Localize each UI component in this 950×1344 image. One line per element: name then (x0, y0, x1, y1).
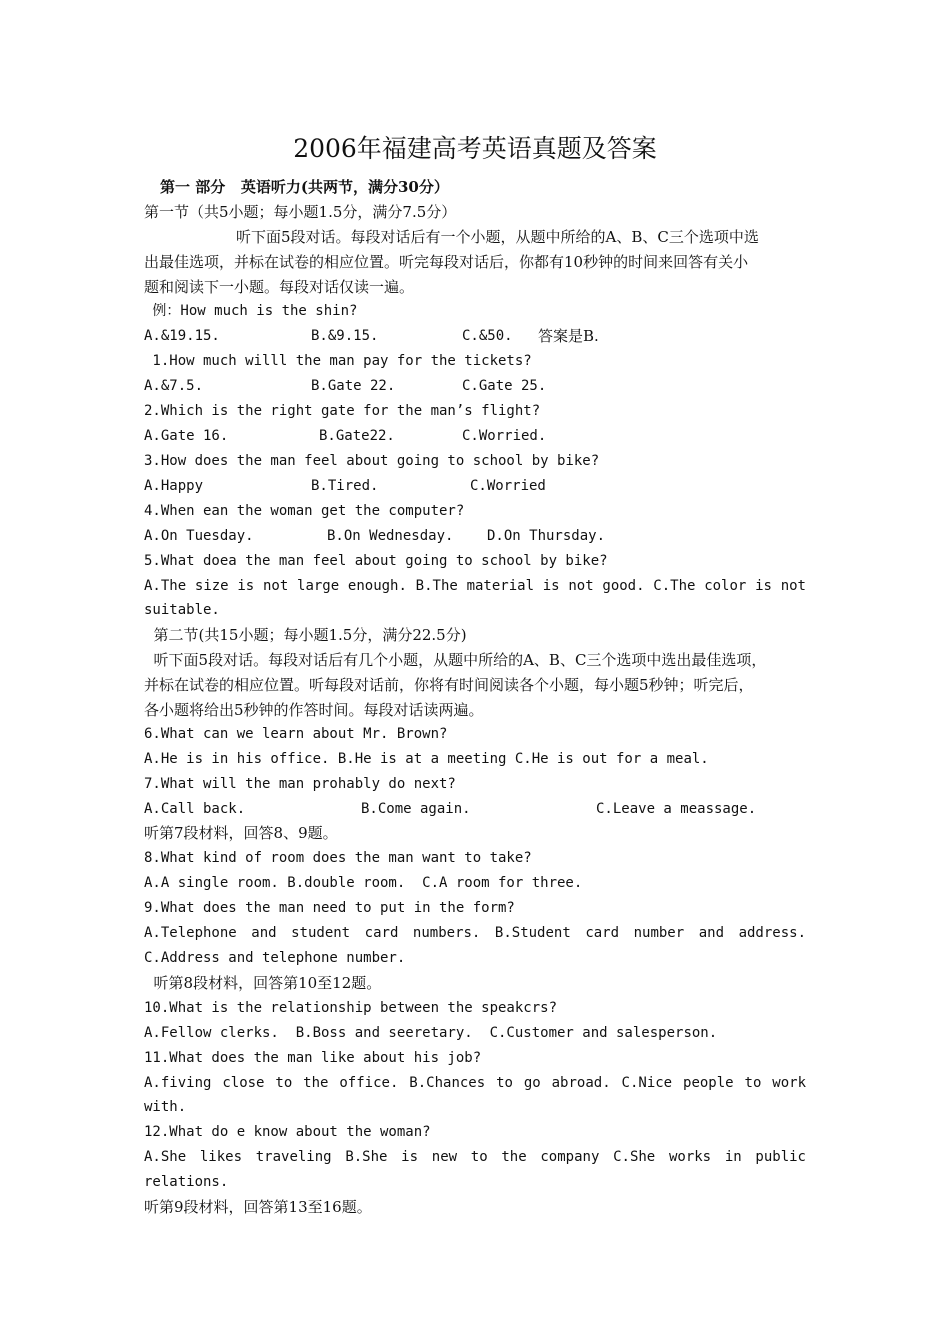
section1-instructions-line: 题和阅读下一小题。每段对话仅读一遍。 (144, 278, 415, 296)
question-7: 7.What will the man prohably do next? (144, 776, 456, 792)
question-4-options (144, 524, 814, 549)
option-c: C.&50. (462, 328, 513, 344)
option-a: A.Call back. (144, 801, 246, 817)
question-9: 9.What does the man need to put in the form? (144, 900, 515, 916)
material-9-note: 听第9段材料，回答第13至16题。 (144, 1198, 372, 1216)
option-b: B.Come again. (361, 801, 471, 817)
option-a: A.&19.15. (144, 328, 220, 344)
section1-instructions-line: 听下面5段对话。每段对话后有一个小题，从题中所给的A、B、C三个选项中选 (236, 228, 759, 246)
question-12-options-continued: relations. (144, 1174, 229, 1190)
question-5: 5.What doea the man feel about going to school by bike? (144, 553, 608, 569)
question-3: 3.How does the man feel about going to school by bike? (144, 453, 600, 469)
section1-heading: 第一节（共5小题；每小题1.5分，满分7.5分） (144, 203, 457, 221)
option-a: A.&7.5. (144, 378, 204, 394)
option-c: C.Gate 25. (462, 378, 547, 394)
section2-instructions-line: 听下面5段对话。每段对话后有几个小题，从题中所给的A、B、C三个选项中选出最佳选项， (144, 651, 767, 669)
question-9-options: A.Telephone and student card numbers. B.Student card number and address. (144, 925, 806, 941)
question-1-options (144, 374, 814, 399)
material-7-note: 听第7段材料，回答8、9题。 (144, 824, 338, 842)
option-b: B.Gate 22. (311, 378, 396, 394)
question-5-options: A.The size is not large enough. B.The material is not good. C.The color is not (144, 578, 806, 594)
example-options (144, 324, 814, 349)
question-12-options: A.She likes traveling B.She is new to the company C.She works in public (144, 1149, 806, 1165)
example-answer: 答案是B. (538, 327, 599, 345)
option-a: A.On Tuesday. (144, 528, 254, 544)
question-9-options-continued: C.Address and telephone number. (144, 950, 406, 966)
question-11: 11.What does the man like about his job? (144, 1050, 482, 1066)
option-b: B.Gate22. (319, 428, 395, 444)
option-b: B.&9.15. (311, 328, 379, 344)
question-12: 12.What do e know about the woman? (144, 1124, 431, 1140)
question-8-options: A.A single room. B.double room. C.A room for three. (144, 875, 583, 891)
question-2-options (144, 424, 814, 449)
option-c: C.Worried (470, 478, 546, 494)
question-4: 4.When ean the woman get the computer? (144, 503, 465, 519)
option-b: B.On Wednesday. (327, 528, 454, 544)
question-2: 2.Which is the right gate for the man’s flight? (144, 403, 541, 419)
option-b: B.Tired. (311, 478, 379, 494)
option-a: A.Gate 16. (144, 428, 229, 444)
question-6: 6.What can we learn about Mr. Brown? (144, 726, 448, 742)
question-11-options-continued: with. (144, 1099, 187, 1115)
question-5-options-continued: suitable. (144, 602, 220, 618)
option-c: C.Worried. (462, 428, 547, 444)
part1-heading: 第一 部分 英语听力(共两节，满分30分） (160, 178, 449, 196)
question-11-options: A.fiving close to the office. B.Chances to go abroad. C.Nice people to work (144, 1075, 806, 1091)
material-8-note: 听第8段材料，回答第10至12题。 (144, 974, 382, 992)
option-a: A.Happy (144, 478, 204, 494)
option-c: C.Leave a meassage. (596, 801, 757, 817)
example-question: 例：How much is the shin? (144, 303, 358, 319)
question-1: 1.How much willl the man pay for the tickets? (144, 353, 532, 369)
section2-instructions-line: 各小题将给出5秒钟的作答时间。每段对话读两遍。 (144, 701, 484, 719)
question-10: 10.What is the relationship between the speakcrs? (144, 1000, 558, 1016)
question-10-options: A.Fellow clerks. B.Boss and seeretary. C.Customer and salesperson. (144, 1025, 718, 1041)
section2-heading: 第二节(共15小题；每小题1.5分，满分22.5分) (144, 626, 467, 644)
question-6-options: A.He is in his office. B.He is at a meeting C.He is out for a meal. (144, 751, 709, 767)
option-d: D.On Thursday. (487, 528, 606, 544)
section2-instructions-line: 并标在试卷的相应位置。听每段对话前，你将有时间阅读各个小题，每小题5秒钟；听完后， (144, 676, 754, 694)
question-3-options (144, 474, 814, 499)
question-7-options (144, 797, 814, 822)
page-title: 2006年福建高考英语真题及答案 (293, 134, 657, 163)
question-8: 8.What kind of room does the man want to take? (144, 850, 532, 866)
section1-instructions-line: 出最佳选项，并标在试卷的相应位置。听完每段对话后，你都有10秒钟的时间来回答有关小 (144, 253, 749, 271)
